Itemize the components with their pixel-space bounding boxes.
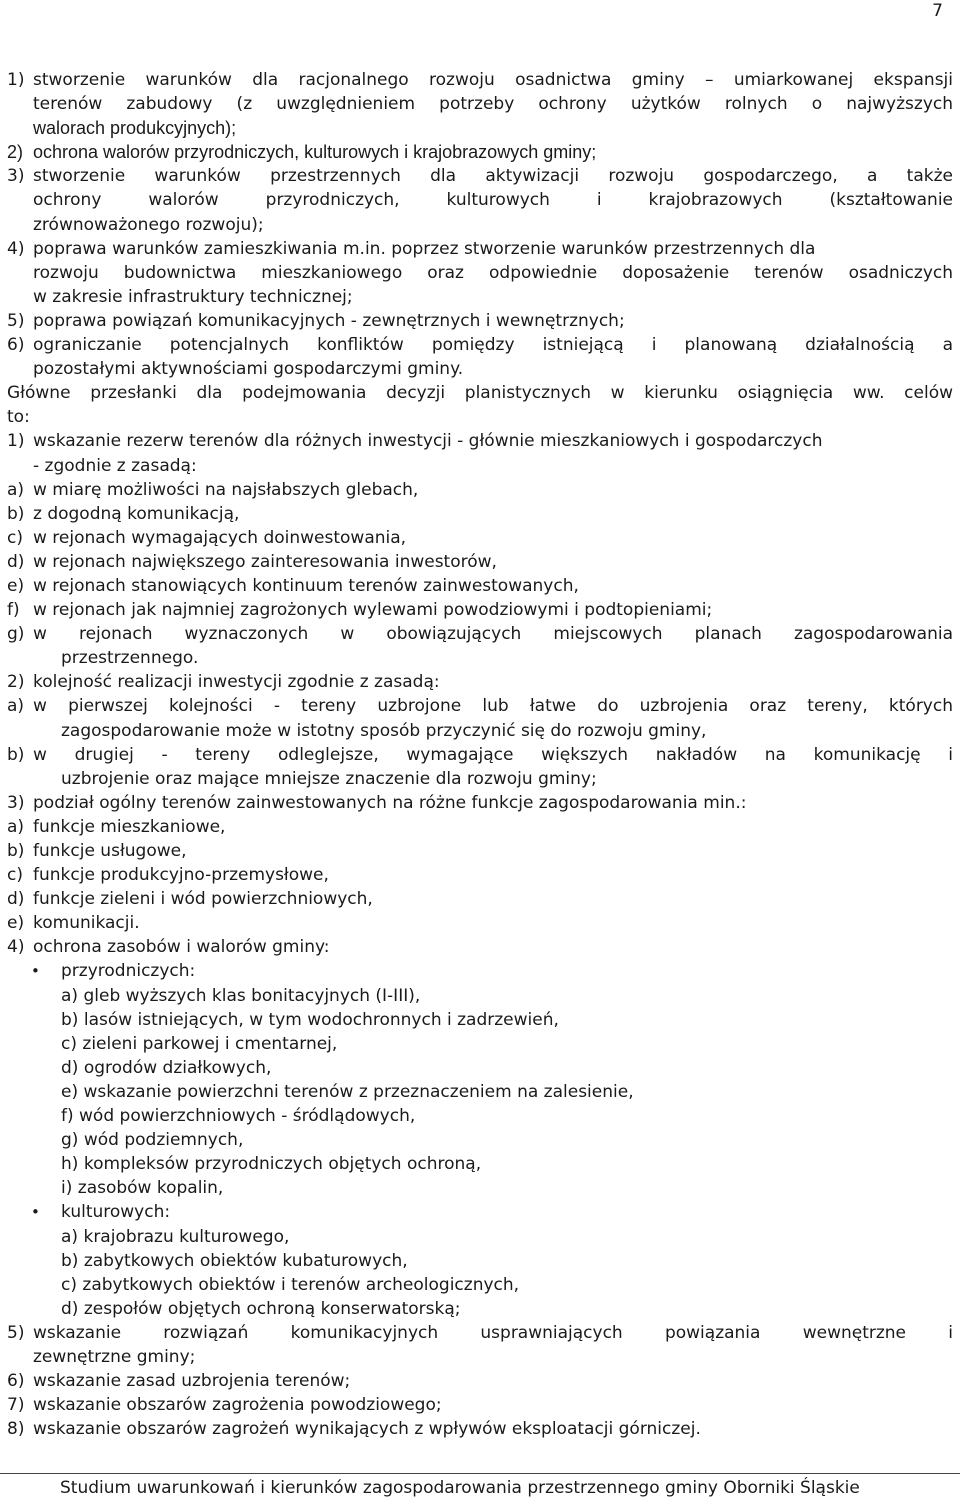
list-marker: 7) [7, 1395, 25, 1416]
list-item [7, 887, 953, 911]
text-line: przestrzennego. [61, 648, 199, 669]
text-line: podział ogólny terenów zainwestowanych na różne funkcje zagospodarowania min.: [33, 792, 747, 813]
text-line: wód powierzchniowych - śródlądowych, [79, 1106, 416, 1127]
list-item [7, 1056, 953, 1080]
list-marker: g) [7, 624, 25, 645]
list-marker: a) [7, 479, 25, 500]
list-item [7, 1273, 953, 1297]
text-line: wskazanie rezerw terenów dla różnych inwestycji - głównie mieszkaniowych i gospodarczych [33, 431, 823, 452]
text-line: w rejonach wymagających doinwestowania, [33, 527, 407, 548]
text-line: w rejonach największego zainteresowania inwestorów, [33, 551, 497, 572]
text-line: ogrodów działkowych, [83, 1057, 272, 1078]
list-item [7, 1104, 953, 1128]
text-line: to: [7, 407, 30, 428]
list-item [7, 502, 953, 526]
text-line: pozostałymi aktywnościami gospodarczymi gminy. [33, 359, 464, 380]
list-marker: c) [61, 1274, 77, 1295]
list-marker: c) [7, 865, 23, 886]
text-line: wskazanie obszarów zagrożenia powodziowego; [33, 1395, 442, 1416]
list-item [7, 574, 953, 598]
bullet-icon: • [31, 962, 40, 981]
text-line: kulturowych: [61, 1202, 171, 1223]
list-marker: e) [7, 575, 25, 596]
text-line: poprawa powiązań komunikacyjnych - zewnętrznych i wewnętrznych; [33, 310, 625, 331]
list-item [7, 1297, 953, 1321]
text-line: w rejonach wyznaczonych w obowiązujących miejscowych planach zagospodarowania [33, 624, 953, 645]
list-marker: d) [61, 1057, 79, 1078]
page-footer: Studium uwarunkowań i kierunków zagospodarowania przestrzennego gminy Oborniki Śląskie [60, 1478, 860, 1498]
list-item [7, 1200, 953, 1224]
text-line: funkcje usługowe, [33, 841, 187, 861]
text-line: wskazanie rozwiązań komunikacyjnych usprawniających powiązania wewnętrzne i [33, 1322, 953, 1343]
text-line: lasów istniejących, w tym wodochronnych i zadrzewień, [83, 1009, 559, 1030]
text-line: w zakresie infrastruktury technicznej; [33, 286, 353, 307]
text-line: w rejonach jak najmniej zagrożonych wylewami powodziowymi i podtopieniami; [33, 600, 713, 621]
list-marker: d) [7, 551, 25, 572]
list-item [7, 140, 953, 164]
list-marker: b) [7, 503, 25, 524]
list-marker: b) [61, 1009, 79, 1030]
list-marker: g) [61, 1130, 79, 1151]
list-marker: a) [7, 696, 25, 717]
text-line: stworzenie warunków dla racjonalnego rozwoju osadnictwa gminy – umiarkowanej ekspansji [33, 70, 953, 90]
list-item [7, 550, 953, 574]
text-line: ochrony walorów przyrodniczych, kulturowych i krajobrazowych (kształtowanie [33, 190, 953, 211]
list-item [7, 839, 953, 863]
list-marker: 8) [7, 1419, 25, 1440]
text-line: zewnętrzne gminy; [33, 1346, 196, 1367]
list-item [7, 526, 953, 550]
list-marker: a) [61, 1226, 79, 1247]
list-item [7, 1032, 953, 1056]
list-item [7, 1225, 953, 1249]
list-marker: f) [7, 600, 20, 621]
text-line: funkcje zieleni i wód powierzchniowych, [33, 889, 373, 910]
list-item [7, 670, 953, 694]
list-marker: 1) [7, 431, 25, 452]
list-item [7, 959, 953, 983]
list-item [7, 237, 953, 261]
list-item [7, 815, 953, 839]
text-line: wód podziemnych, [83, 1130, 244, 1151]
text-line: zagospodarowanie może w istotny sposób przyczynić się do rozwoju gminy, [61, 720, 707, 741]
text-line: w pierwszej kolejności - tereny uzbrojone lub łatwe do uzbrojenia oraz tereny, których [33, 696, 953, 717]
list-item [7, 309, 953, 333]
list-marker: a) [61, 985, 79, 1006]
list-item [7, 791, 953, 815]
list-item [7, 743, 953, 767]
text-line: walorach produkcyjnych); [33, 118, 237, 139]
text-line: ochrona walorów przyrodniczych, kulturowych i krajobrazowych gminy; [33, 142, 597, 163]
text-line: wskazanie powierzchni terenów z przeznaczeniem na zalesienie, [83, 1081, 634, 1102]
text-line: zasobów kopalin, [77, 1178, 224, 1199]
list-item [7, 429, 953, 453]
text-line: uzbrojenie oraz mające mniejsze znaczenie dla rozwoju gminy; [61, 768, 597, 789]
list-item [7, 68, 953, 92]
text-line: zespołów objętych ochroną konserwatorską; [83, 1298, 461, 1319]
text-line: gleb wyższych klas bonitacyjnych (I-III), [83, 985, 421, 1006]
list-marker: 5) [7, 310, 25, 331]
list-marker: b) [7, 841, 25, 861]
list-item [7, 1249, 953, 1273]
text-line: w rejonach stanowiących kontinuum terenów zainwestowanych, [33, 575, 579, 596]
list-marker: c) [7, 527, 23, 548]
text-line: funkcje mieszkaniowe, [33, 816, 226, 837]
text-line: rozwoju budownictwa mieszkaniowego oraz odpowiednie doposażenie terenów osadniczych [33, 262, 953, 283]
list-marker: d) [61, 1298, 79, 1319]
list-marker: b) [7, 744, 25, 765]
list-marker: e) [61, 1081, 79, 1102]
list-item [7, 478, 953, 502]
document-body [7, 68, 953, 1441]
text-line: komunikacji. [33, 913, 140, 934]
text-line: w miarę możliwości na najsłabszych glebach, [33, 479, 419, 500]
text-line: zabytkowych obiektów kubaturowych, [83, 1250, 408, 1271]
list-item [7, 1152, 953, 1176]
page-number: 7 [932, 1, 943, 21]
text-line: z dogodną komunikacją, [33, 503, 240, 524]
list-item [7, 1369, 953, 1393]
list-marker: h) [61, 1154, 79, 1175]
list-marker: 6) [7, 1371, 25, 1392]
list-marker: 3) [7, 166, 25, 187]
list-marker: 1) [7, 70, 25, 90]
list-marker: i) [61, 1178, 73, 1199]
list-item [7, 935, 953, 959]
list-marker: a) [7, 816, 25, 837]
list-marker: e) [7, 913, 25, 934]
list-item [7, 1176, 953, 1200]
bullet-icon: • [31, 1203, 40, 1222]
text-line: wskazanie obszarów zagrożeń wynikających z wpływów eksploatacji górniczej. [33, 1419, 701, 1440]
list-marker: 4) [7, 238, 25, 259]
list-marker: 5) [7, 1322, 25, 1343]
list-item [7, 694, 953, 718]
list-item [7, 622, 953, 646]
text-line: w drugiej - tereny odleglejsze, wymagające większych nakładów na komunikację i [33, 744, 953, 765]
text-line: wskazanie zasad uzbrojenia terenów; [33, 1371, 351, 1392]
list-marker: f) [61, 1106, 74, 1127]
list-item [7, 1393, 953, 1417]
text-line: ochrona zasobów i walorów gminy: [33, 937, 330, 958]
list-marker: c) [61, 1033, 77, 1054]
text-line: stworzenie warunków przestrzennych dla aktywizacji rozwoju gospodarczego, a także [33, 166, 953, 187]
list-item [7, 164, 953, 188]
list-item [7, 1321, 953, 1345]
text-line: terenów zabudowy (z uwzględnieniem potrzeby ochrony użytków rolnych o najwyższych [33, 94, 953, 115]
text-line: zabytkowych obiektów i terenów archeologicznych, [82, 1274, 520, 1295]
list-marker: 4) [7, 937, 25, 958]
list-marker: 2) [7, 672, 25, 693]
list-item [7, 863, 953, 887]
text-line: przyrodniczych: [61, 961, 196, 982]
list-marker: 6) [7, 335, 25, 356]
text-line: ograniczanie potencjalnych konfliktów pomiędzy istniejącą i planowaną działalnością a [33, 335, 953, 356]
list-marker: d) [7, 889, 25, 910]
list-item [7, 1417, 953, 1441]
text-line: kompleksów przyrodniczych objętych ochroną, [83, 1154, 482, 1175]
text-line: poprawa warunków zamieszkiwania m.in. poprzez stworzenie warunków przestrzennych dla [33, 238, 816, 259]
text-line: zieleni parkowej i cmentarnej, [82, 1033, 338, 1054]
list-item [7, 1008, 953, 1032]
list-marker: 2) [7, 142, 24, 163]
list-item [7, 333, 953, 357]
list-item [7, 598, 953, 622]
text-line: kolejność realizacji inwestycji zgodnie z zasadą: [33, 672, 440, 693]
text-line: funkcje produkcyjno-przemysłowe, [33, 865, 329, 886]
footer-divider [0, 1473, 960, 1474]
text-line: krajobrazu kulturowego, [83, 1226, 290, 1247]
list-item [7, 911, 953, 935]
list-item [7, 1080, 953, 1104]
list-marker: b) [61, 1250, 79, 1271]
text-line: - zgodnie z zasadą: [33, 455, 197, 476]
list-item [7, 984, 953, 1008]
text-line: zrównoważonego rozwoju); [33, 214, 264, 235]
text-line: Główne przesłanki dla podejmowania decyzji planistycznych w kierunku osiągnięcia ww. celów [7, 383, 953, 404]
list-marker: 3) [7, 792, 25, 813]
list-item [7, 1128, 953, 1152]
